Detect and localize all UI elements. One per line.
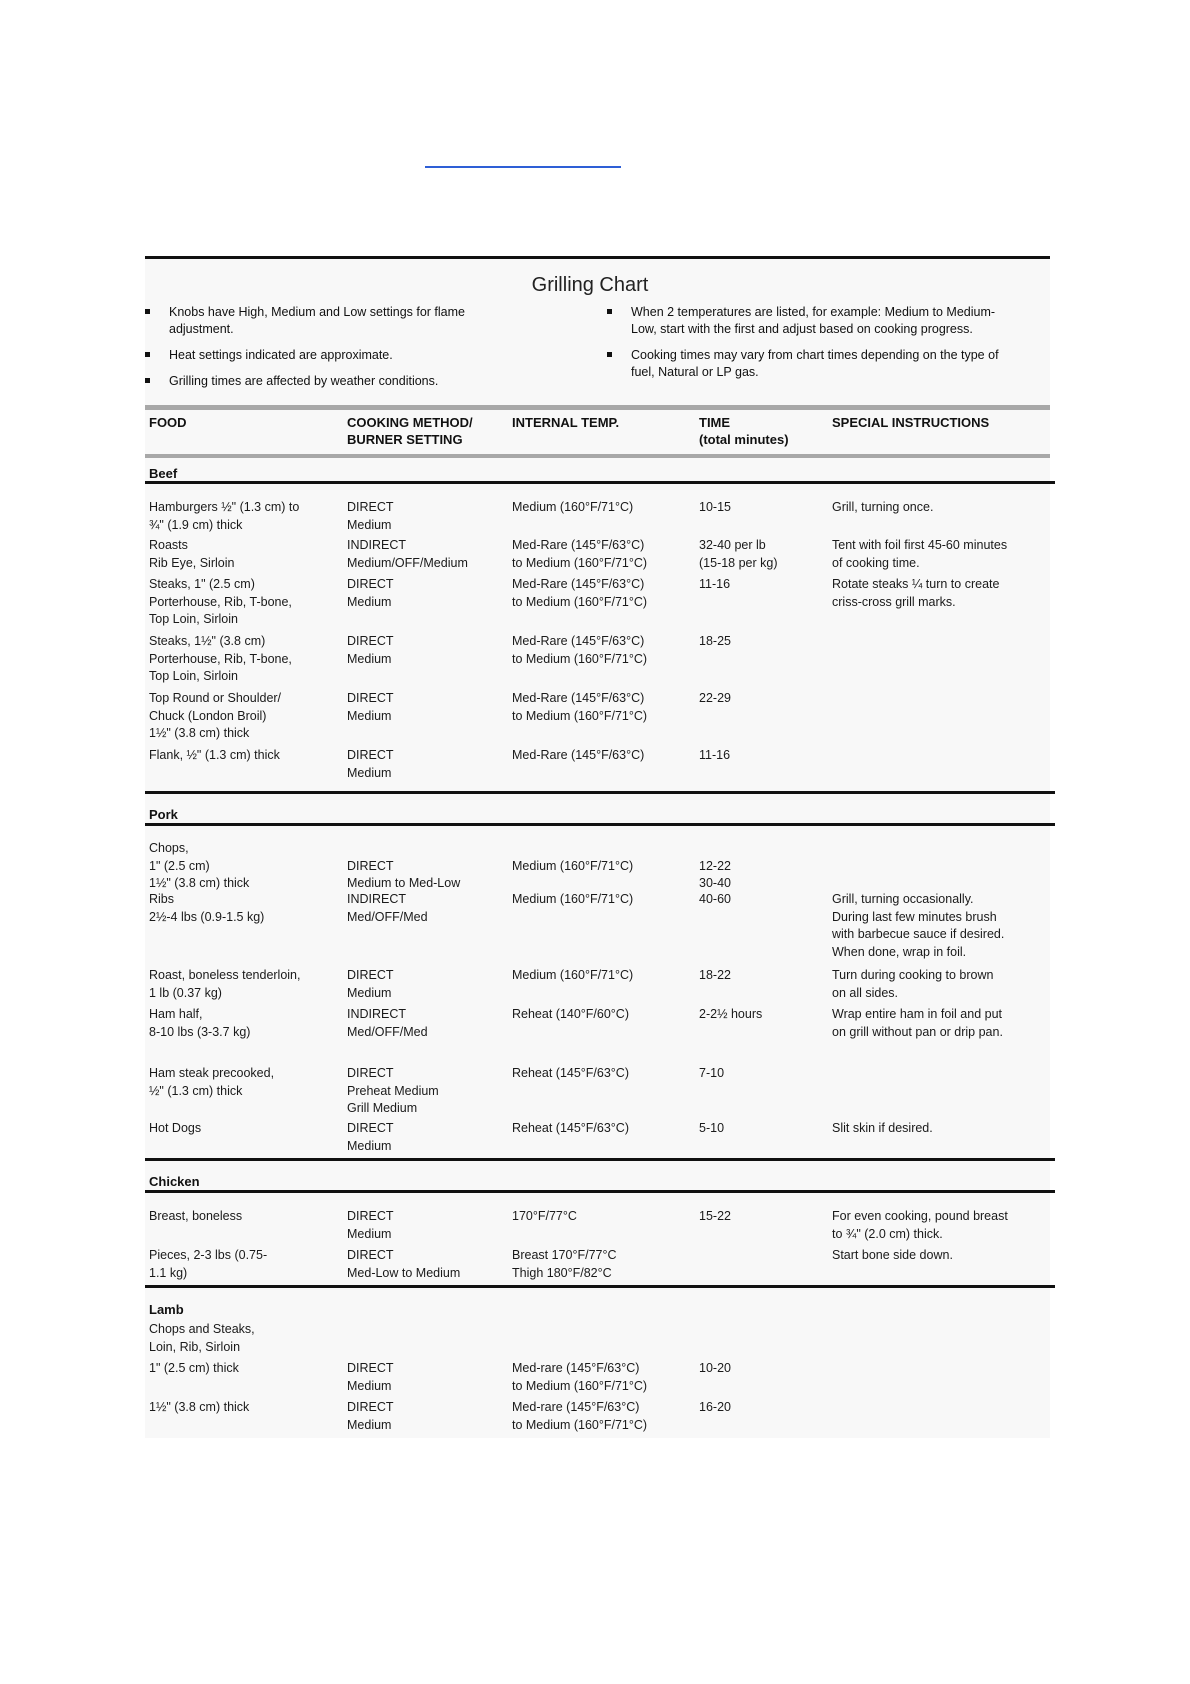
cell-instructions: Start bone side down. — [832, 1248, 953, 1262]
header-food: FOOD — [149, 415, 187, 430]
cell-food: Roasts Rib Eye, Sirloin — [149, 538, 235, 570]
header-time: TIME (total minutes) — [699, 415, 789, 447]
cell-method: DIRECT Medium — [347, 634, 394, 666]
cell-temp: Medium (160°F/71°C) — [512, 968, 634, 982]
header-method: COOKING METHOD/ BURNER SETTING — [347, 415, 473, 447]
section-label-beef: Beef — [149, 466, 178, 481]
section-label-lamb: Lamb — [149, 1302, 184, 1317]
bullet-icon — [607, 309, 612, 314]
note-item: When 2 temperatures are listed, for example: Medium to Medium-Low, start with the first and adjust based on cooking progress. — [607, 304, 1007, 338]
cell-food: Flank, ½" (1.3 cm) thick — [149, 748, 280, 762]
cell-instructions: Grill, turning occasionally. During last few minutes brush with barbecue sauce if desired. When done, wrap in foil. — [832, 892, 1005, 959]
cell-method: DIRECT Medium — [347, 500, 394, 532]
cell-instructions: Turn during cooking to brown on all sides. — [832, 968, 994, 1000]
cell-food: 1" (2.5 cm) thick — [149, 1361, 239, 1375]
cell-method: DIRECT Med-Low to Medium — [347, 1248, 461, 1280]
cell-temp: 170°F/77°C — [512, 1209, 577, 1223]
cell-temp: Medium (160°F/71°C) — [512, 500, 634, 514]
cell-method: INDIRECT Med/OFF/Med — [347, 892, 428, 924]
cell-method: INDIRECT Medium/OFF/Medium — [347, 538, 468, 570]
cell-method: DIRECT Medium — [347, 1361, 394, 1393]
header-top-rule — [145, 405, 1050, 410]
bullet-icon — [607, 352, 612, 357]
cell-temp: Reheat (145°F/63°C) — [512, 1066, 629, 1080]
cell-instructions: For even cooking, pound breast to ¾" (2.0 cm) thick. — [832, 1209, 1008, 1241]
cell-instructions: Rotate steaks ¼ turn to create criss-cross grill marks. — [832, 577, 1000, 609]
cell-time: 16-20 — [699, 1400, 731, 1414]
chart-title: Grilling Chart — [531, 274, 649, 296]
section-rule — [145, 1190, 1055, 1193]
section-label-chicken: Chicken — [149, 1174, 200, 1189]
cell-instructions: Tent with foil first 45-60 minutes of cooking time. — [832, 538, 1008, 570]
cell-instructions: Grill, turning once. — [832, 500, 934, 514]
section-rule — [145, 823, 1055, 826]
cell-food: Top Round or Shoulder/ Chuck (London Broil) 1½" (3.8 cm) thick — [149, 691, 282, 740]
section-end-rule — [145, 791, 1055, 794]
cell-time: 5-10 — [699, 1121, 725, 1135]
cell-time: 15-22 — [699, 1209, 731, 1223]
cell-temp: Med-Rare (145°F/63°C) to Medium (160°F/71°C) — [512, 577, 648, 609]
cell-temp: Reheat (140°F/60°C) — [512, 1007, 629, 1021]
cell-time: 22-29 — [699, 691, 731, 705]
cell-method: DIRECT Medium — [347, 1400, 394, 1432]
cell-temp: Med-Rare (145°F/63°C) to Medium (160°F/71°C) — [512, 538, 648, 570]
note-item: Grilling times are affected by weather conditions. — [145, 373, 495, 390]
cell-time: 12-22 30-40 — [699, 858, 731, 890]
cell-time: 7-10 — [699, 1066, 725, 1080]
cell-method: DIRECT Medium — [347, 748, 394, 780]
note-item: Heat settings indicated are approximate. — [145, 347, 495, 364]
section-end-rule — [145, 1285, 1055, 1288]
cell-temp: Med-Rare (145°F/63°C) — [512, 748, 645, 762]
cell-food: Ham half, 8-10 lbs (3-3.7 kg) — [149, 1007, 251, 1039]
column-headers — [145, 414, 1050, 454]
note-item: Knobs have High, Medium and Low settings for flame adjustment. — [145, 304, 495, 338]
cell-food: Steaks, 1" (2.5 cm) Porterhouse, Rib, T-bone, Top Loin, Sirloin — [149, 577, 292, 626]
cell-time: 10-15 — [699, 500, 731, 514]
cell-time: 11-16 — [699, 748, 731, 762]
cell-temp: Reheat (145°F/63°C) — [512, 1121, 629, 1135]
cell-temp: Med-Rare (145°F/63°C) to Medium (160°F/71°C) — [512, 691, 648, 723]
cell-instructions: Wrap entire ham in foil and put on grill without pan or drip pan. — [832, 1007, 1003, 1039]
section-rule — [145, 481, 1055, 484]
bullet-icon — [145, 378, 150, 383]
cell-time: 10-20 — [699, 1361, 731, 1375]
section-label-pork: Pork — [149, 807, 178, 822]
cell-food: Ham steak precooked, ½" (1.3 cm) thick — [149, 1066, 275, 1098]
header-temp: INTERNAL TEMP. — [512, 415, 620, 430]
cell-time: 18-22 — [699, 968, 731, 982]
note-item: Cooking times may vary from chart times depending on the type of fuel, Natural or LP gas. — [607, 347, 1007, 381]
notes-right — [607, 304, 1007, 390]
cell-temp: Medium (160°F/71°C) — [512, 858, 634, 873]
cell-method: DIRECT Medium — [347, 577, 394, 609]
cell-food: 1½" (3.8 cm) thick — [149, 1400, 250, 1414]
grilling-chart — [145, 256, 1050, 1438]
cell-time: 2-2½ hours — [699, 1007, 763, 1021]
cell-food: Roast, boneless tenderloin, 1 lb (0.37 kg) — [149, 968, 301, 1000]
cell-food: Chops, 1" (2.5 cm) 1½" (3.8 cm) thick — [149, 841, 250, 890]
bullet-icon — [145, 309, 150, 314]
cell-method: DIRECT Preheat Medium Grill Medium — [347, 1066, 439, 1115]
cell-food: Hamburgers ½" (1.3 cm) to ¾" (1.9 cm) thick — [149, 500, 300, 532]
cell-time: 11-16 — [699, 577, 731, 591]
top-rule — [145, 256, 1050, 259]
cell-temp: Breast 170°F/77°C Thigh 180°F/82°C — [512, 1248, 617, 1280]
header-bottom-rule — [145, 454, 1050, 458]
cell-instructions: Slit skin if desired. — [832, 1121, 933, 1135]
cell-method: DIRECT Medium — [347, 1209, 394, 1241]
cell-method: DIRECT Medium — [347, 1121, 394, 1153]
cell-temp: Med-rare (145°F/63°C) to Medium (160°F/71°C) — [512, 1361, 648, 1393]
cell-food: Pieces, 2-3 lbs (0.75- 1.1 kg) — [149, 1248, 268, 1280]
section-end-rule — [145, 1158, 1055, 1161]
cell-method: INDIRECT Med/OFF/Med — [347, 1007, 428, 1039]
cell-food: Steaks, 1½" (3.8 cm) Porterhouse, Rib, T-bone, Top Loin, Sirloin — [149, 634, 292, 683]
cell-temp: Medium (160°F/71°C) — [512, 892, 634, 906]
cell-food: Ribs 2½-4 lbs (0.9-1.5 kg) — [149, 892, 265, 924]
cell-time: 32-40 per lb (15-18 per kg) — [699, 538, 778, 570]
cell-method: DIRECT Medium — [347, 968, 394, 1000]
header-instructions: SPECIAL INSTRUCTIONS — [832, 415, 990, 430]
cell-method: DIRECT Medium to Med-Low — [347, 858, 461, 890]
cell-food: Hot Dogs — [149, 1121, 202, 1135]
hyperlink-underline[interactable] — [425, 166, 621, 168]
cell-food: Chops and Steaks, Loin, Rib, Sirloin — [149, 1322, 255, 1354]
cell-time: 18-25 — [699, 634, 731, 648]
notes-left — [145, 304, 495, 399]
cell-temp: Med-Rare (145°F/63°C) to Medium (160°F/71°C) — [512, 634, 648, 666]
bullet-icon — [145, 352, 150, 357]
cell-food: Breast, boneless — [149, 1209, 243, 1223]
cell-time: 40-60 — [699, 892, 731, 906]
cell-method: DIRECT Medium — [347, 691, 394, 723]
cell-temp: Med-rare (145°F/63°C) to Medium (160°F/71°C) — [512, 1400, 648, 1432]
